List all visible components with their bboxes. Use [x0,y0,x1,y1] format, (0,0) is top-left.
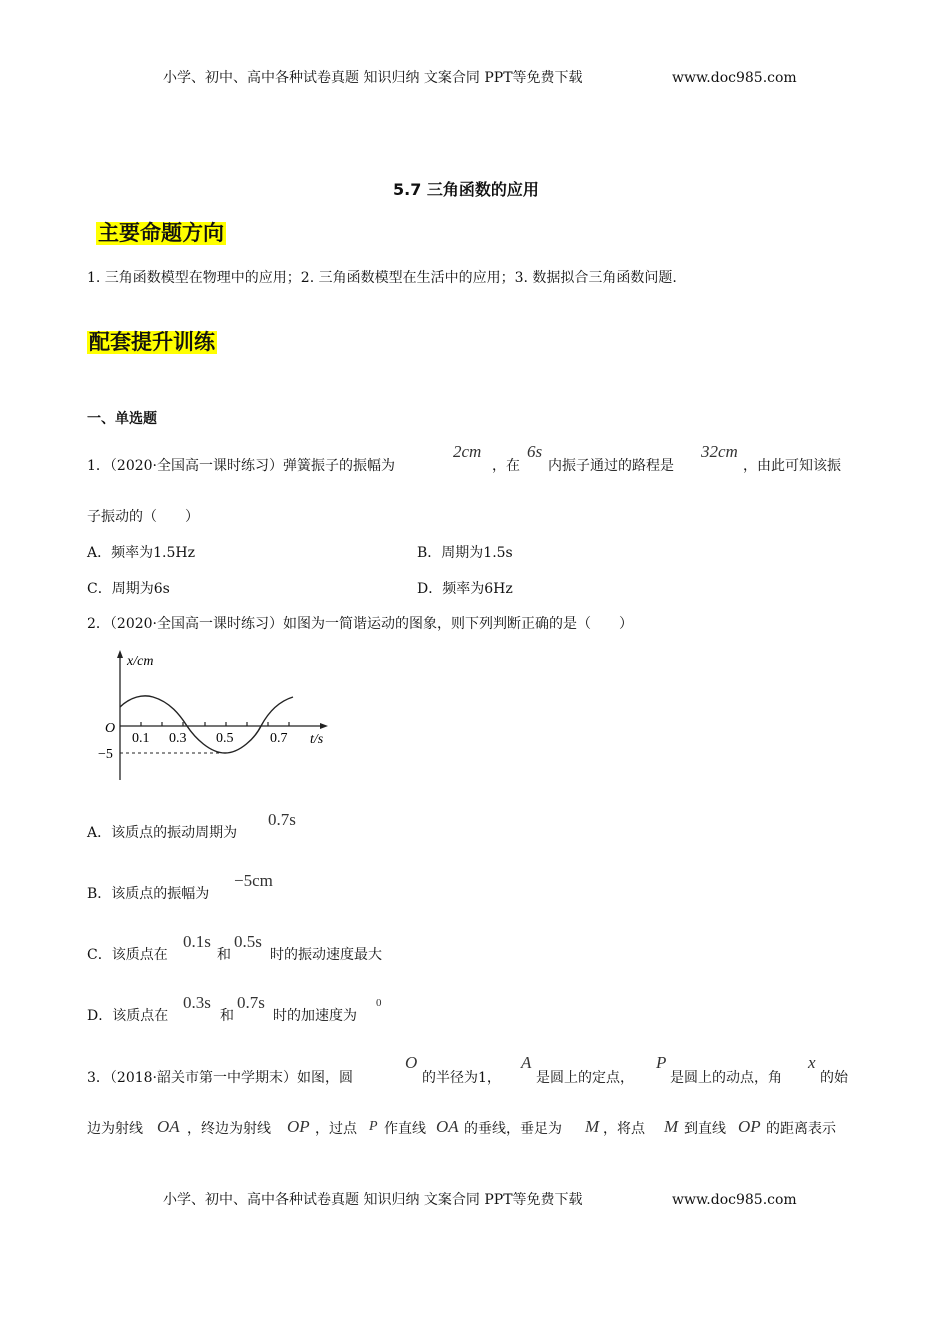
q3-text: 是圆上的动点，角 [670,1070,782,1086]
option-c[interactable]: C．周期为6s [87,581,170,597]
page-title: 5.7 三角函数的应用 [393,180,539,199]
option-c-text: 和 [217,947,231,963]
x-tick-label: 0.5 [216,731,234,746]
option-d[interactable]: D．频率为6Hz [417,581,513,597]
q3-text: 的垂线，垂足为 [464,1121,562,1137]
q3-text: 是圆上的定点， [536,1070,634,1086]
q3-math: O [405,1053,418,1072]
q3-text: 的始 [820,1070,848,1086]
q3-text: 到直线 [684,1121,726,1137]
q1-text: 1．（2020·全国高一课时练习）弹簧振子的振幅为 [87,458,395,474]
q3-text: ，过点 [315,1121,357,1137]
option-d[interactable]: D．该质点在 [87,1008,169,1024]
option-c-math: 0.1s [183,932,211,951]
origin-label: O [105,721,116,736]
option-a[interactable]: A．频率为1.5Hz [87,545,195,561]
option-a[interactable]: A．该质点的振动周期为 [87,825,238,841]
x-tick-label: 0.1 [132,731,150,746]
x-tick-label: 0.7 [270,731,288,746]
q1-math: 2cm [453,442,482,461]
q3-text: ，终边为射线 [187,1121,271,1137]
q3-text: ，将点 [603,1121,645,1137]
q3-math: OA [436,1117,459,1136]
q3-math: M [664,1117,679,1136]
q3-text: 边为射线 [87,1121,143,1137]
y-arrow-icon [117,650,123,658]
header-link[interactable]: www.doc985.com [672,70,797,86]
q3-math: OP [738,1117,761,1136]
q1-math: 32cm [701,442,738,461]
option-c-math: 0.5s [234,932,262,951]
option-d-math: 0.7s [237,993,265,1012]
q3-math: x [808,1053,816,1072]
heading-directions: 主要命题方向 [98,221,224,245]
option-d-math: 0 [376,997,382,1009]
footer-text: 小学、初中、高中各种试卷真题 知识归纳 文案合同 PPT等免费下载 [163,1192,583,1208]
heading-training: 配套提升训练 [89,330,215,354]
x-label: t/s [310,732,324,747]
footer-link[interactable]: www.doc985.com [672,1192,797,1208]
q3-math: A [521,1053,532,1072]
option-d-text: 和 [220,1008,234,1024]
option-c-text: 时的振动速度最大 [270,947,382,963]
option-d-math: 0.3s [183,993,211,1012]
option-b-math: −5cm [234,871,273,890]
option-c[interactable]: C．该质点在 [87,947,168,963]
q3-text: 的半径为1， [422,1070,501,1086]
q2-text: 2．（2020·全国高一课时练习）如图为一简谐运动的图象，则下列判断正确的是（ ） [87,616,633,632]
y-label: x/cm [127,654,154,669]
q1-text: ，在 [492,458,520,474]
x-tick-label: 0.3 [169,731,187,746]
q3-text: 的距离表示 [766,1121,836,1137]
q3-math: OP [287,1117,310,1136]
option-b[interactable]: B．该质点的振幅为 [87,886,210,902]
option-b[interactable]: B．周期为1.5s [417,545,513,561]
q3-math: M [585,1117,600,1136]
q1-text: 子振动的（ ） [87,509,199,525]
option-d-text: 时的加速度为 [273,1008,357,1024]
section-title: 一、单选题 [87,411,157,427]
header-text: 小学、初中、高中各种试卷真题 知识归纳 文案合同 PPT等免费下载 [163,70,583,86]
q1-text: 内振子通过的路程是 [548,458,674,474]
y-tick-label: −5 [98,747,113,762]
q3-math: P [369,1119,378,1134]
q3-math: OA [157,1117,180,1136]
q3-math: P [656,1053,667,1072]
shm-graph [95,645,340,785]
x-arrow-icon [320,723,328,729]
q3-text: 作直线 [384,1121,426,1137]
q1-text: ，由此可知该振 [743,458,841,474]
directions-text: 1. 三角函数模型在物理中的应用；2. 三角函数模型在生活中的应用；3. 数据拟合三角函数问题. [87,270,677,286]
q3-text: 3．（2018·韶关市第一中学期末）如图，圆 [87,1070,353,1086]
option-a-math: 0.7s [268,810,296,829]
q1-math: 6s [527,442,543,461]
